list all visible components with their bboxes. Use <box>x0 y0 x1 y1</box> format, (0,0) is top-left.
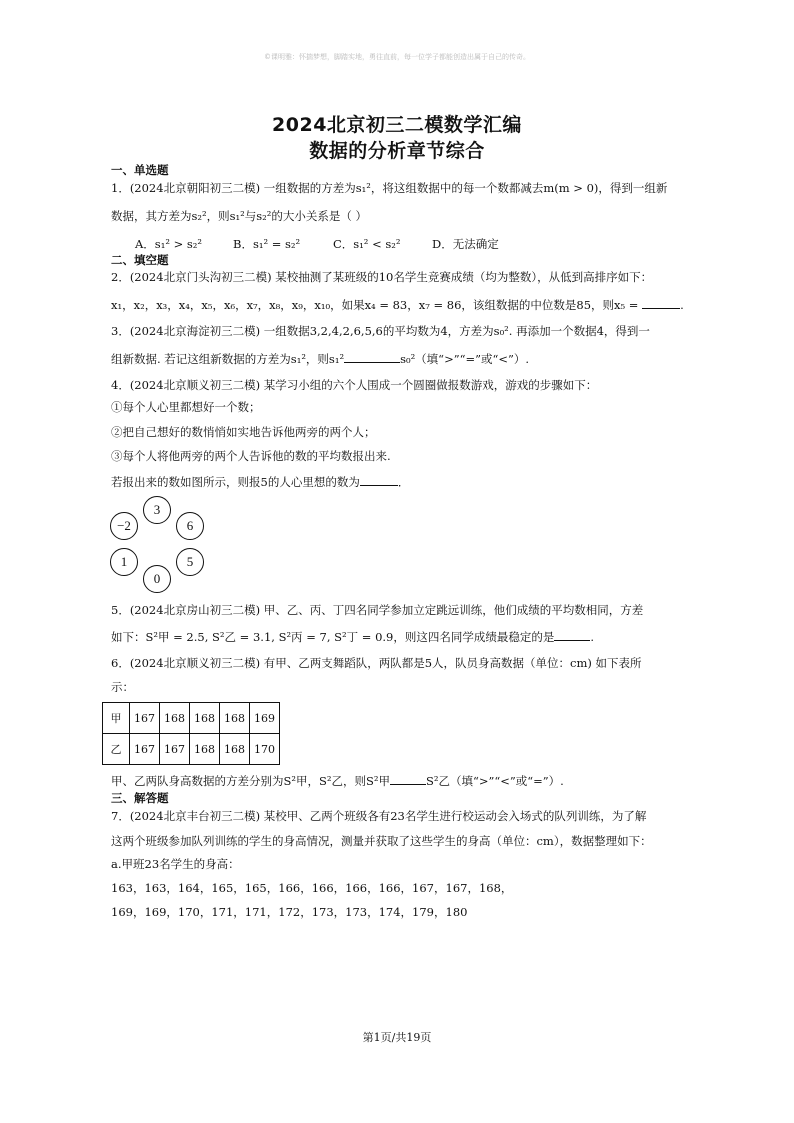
section-heading-answer: 三、解答题 <box>111 791 169 805</box>
q7-line3: a.甲班23名学生的身高： <box>111 857 240 871</box>
number-circle-top: 3 <box>143 496 171 524</box>
q1-option-c: C．s₁² < s₂² <box>333 237 401 251</box>
number-circle-lower-left: 1 <box>110 548 138 576</box>
q4-answer-blank[interactable] <box>360 474 398 486</box>
table-cell: 乙 <box>103 734 130 765</box>
q7-line2: 这两个班级参加队列训练的学生的身高情况，测量并获取了这些学生的身高（单位：cm），数据整理如下： <box>111 834 652 848</box>
q5-answer-blank[interactable] <box>554 629 590 641</box>
section-heading-fill-blank: 二、填空题 <box>111 253 169 267</box>
q4-step1: ①每个人心里都想好一个数； <box>111 400 261 414</box>
table-cell: 167 <box>160 734 190 765</box>
table-cell: 168 <box>220 703 250 734</box>
q6-line1: 6．(2024北京顺义初三二模) 有甲、乙两支舞蹈队，两队都是5人，队员身高数据（单位：cm) 如下表所 <box>111 656 642 670</box>
q4-step3: ③每个人将他两旁的两个人告诉他的数的平均数报出来. <box>111 449 391 463</box>
height-table <box>102 702 280 765</box>
q2-line2-end: . <box>680 298 684 312</box>
number-circle-lower-right: 5 <box>176 548 204 576</box>
number-circle-upper-left: −2 <box>110 512 138 540</box>
q5-line1: 5．(2024北京房山初三二模) 甲、乙、丙、丁四名同学参加立定跳远训练，他们成绩的平均数相同，方差 <box>111 603 644 617</box>
table-cell: 168 <box>160 703 190 734</box>
page-subtitle: 数据的分析章节综合 <box>309 140 485 162</box>
q2-answer-blank[interactable] <box>642 297 680 309</box>
section-heading-single-choice: 一、单选题 <box>111 163 169 177</box>
watermark: ©课明雅：怀揣梦想，脚踏实地，勇往直前，每一位学子都能创造出属于自己的传奇。 <box>264 53 530 61</box>
number-circle-bottom: 0 <box>143 565 171 593</box>
page-footer: 第1页/共19页 <box>362 1031 432 1044</box>
q1-option-a: A．s₁² > s₂² <box>135 237 202 251</box>
q3-line2 <box>111 351 529 366</box>
table-cell: 168 <box>220 734 250 765</box>
q7-line4: 163，163，164，165，165，166，166，166，166，167，167，168， <box>111 881 513 895</box>
q5-line2-end: . <box>590 630 595 644</box>
q7-line1: 7．(2024北京丰台初三二模) 某校甲、乙两个班级各有23名学生进行校运动会入场式的队列训练，为了解 <box>111 809 647 823</box>
q5-line2-text: 如下：S²甲 = 2.5, S²乙 = 3.1, S²丙 = 7, S²丁 = 0.9，则这四名同学成绩最稳定的是 <box>111 630 555 644</box>
q1-line1: 1．(2024北京朝阳初三二模) 一组数据的方差为s₁²，将这组数据中的每一个数都减去m(m > 0)，得到一组新 <box>111 181 668 195</box>
number-circle-upper-right: 6 <box>176 512 204 540</box>
table-row <box>103 734 280 765</box>
q1-option-d: D．无法确定 <box>432 237 499 251</box>
table-cell: 167 <box>130 703 160 734</box>
q3-line1: 3．(2024北京海淀初三二模) 一组数据3,2,4,2,6,5,6的平均数为4，方差为s₀². 再添加一个数据4，得到一 <box>111 324 650 338</box>
q4-line5-text: 若报出来的数如图所示，则报5的人心里想的数为 <box>111 475 360 489</box>
table-cell: 167 <box>130 734 160 765</box>
q2-line2-text: x₁，x₂，x₃，x₄，x₅，x₆，x₇，x₈，x₉，x₁₀，如果x₄ = 83，x₇ = 86，该组数据的中位数是85，则x₅ = <box>111 298 643 312</box>
q4-line5-end: ． <box>397 475 410 489</box>
table-cell: 168 <box>190 734 220 765</box>
q7-line5: 169，169，170，171，171，172，173，173，174，179，180 <box>111 905 468 919</box>
q3-answer-blank[interactable] <box>344 351 400 363</box>
q6-answer-blank[interactable] <box>390 773 426 785</box>
q1-option-b: B．s₁² = s₂² <box>233 237 301 251</box>
q5-line2 <box>111 629 594 644</box>
q4-line5 <box>111 474 409 489</box>
table-cell: 168 <box>190 703 220 734</box>
q2-line1: 2．(2024北京门头沟初三二模) 某校抽测了某班级的10名学生竞赛成绩（均为整数），从低到高排序如下： <box>111 270 653 284</box>
q3-line2-text: 组新数据. 若记这组新数据的方差为s₁²，则s₁² <box>111 352 345 366</box>
table-cell: 170 <box>250 734 280 765</box>
q6-line3 <box>111 773 564 788</box>
q6-line3-end: S²乙（填“>”“<”或“=”）. <box>425 774 564 788</box>
q2-line2 <box>111 297 684 312</box>
table-cell: 169 <box>250 703 280 734</box>
q4-line1: 4．(2024北京顺义初三二模) 某学习小组的六个人围成一个圆圈做报数游戏，游戏的步骤如下： <box>111 378 598 392</box>
q4-step2: ②把自己想好的数悄悄如实地告诉他两旁的两个人； <box>111 425 376 439</box>
q6-line2: 示： <box>111 680 134 694</box>
table-row <box>103 703 280 734</box>
q1-line2: 数据，其方差为s₂²，则s₁²与s₂²的大小关系是（ ） <box>111 209 368 223</box>
page-title: 2024北京初三二模数学汇编 <box>272 114 522 136</box>
table-cell: 甲 <box>103 703 130 734</box>
q3-line2-end: s₀²（填“>”“=”或“<”）. <box>400 352 530 366</box>
q6-line3-text: 甲、乙两队身高数据的方差分别为S²甲，S²乙，则S²甲 <box>111 774 390 788</box>
